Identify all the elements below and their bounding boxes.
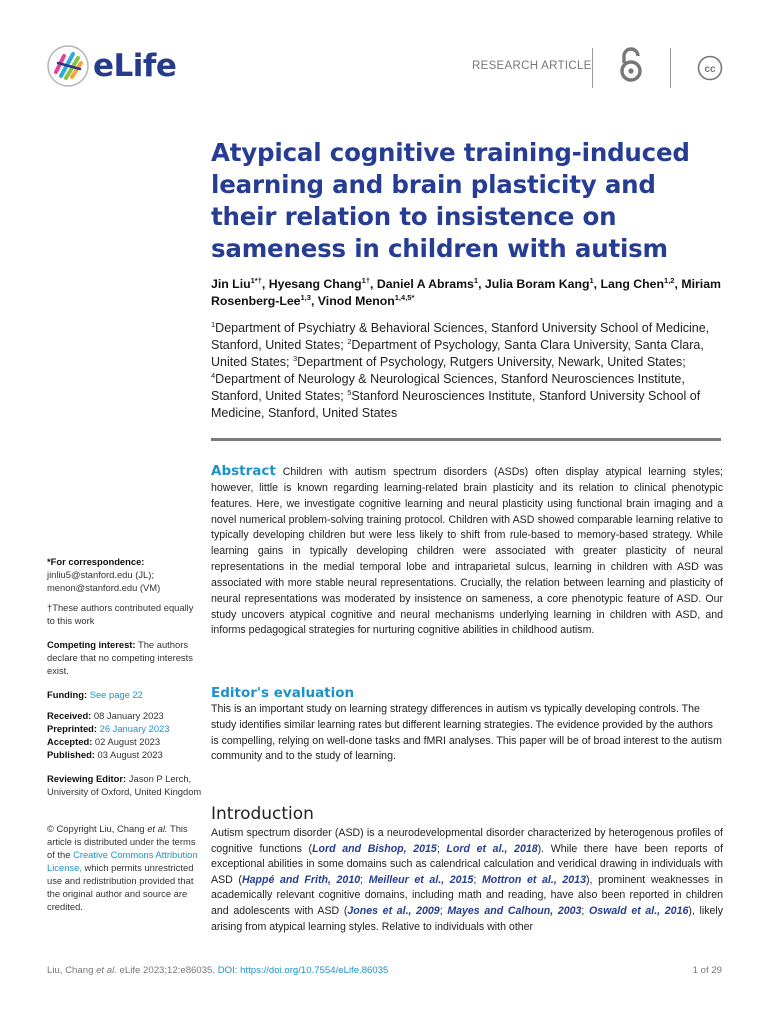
introduction-segment: Autism spectrum disorder (ASD) is a neurodevelopmental disorder characterized by heterogenous profiles of cognitive functions ( bbox=[211, 827, 723, 855]
abstract bbox=[211, 464, 723, 639]
affiliation-number: 1 bbox=[211, 319, 216, 329]
author-name: Lang Chen bbox=[600, 277, 665, 291]
license-link[interactable]: Creative Commons Attribution License, bbox=[47, 849, 198, 873]
author-affiliation-marker: 1 bbox=[473, 275, 479, 285]
introduction-segment: ; bbox=[473, 873, 482, 886]
citation-link[interactable]: Oswald et al., 2016 bbox=[589, 904, 689, 917]
affiliation-text: Department of Psychology, Santa Clara University, Santa Clara, United States; bbox=[211, 338, 704, 369]
page-number: 1 of 29 bbox=[692, 965, 722, 976]
header-divider bbox=[670, 48, 671, 88]
author-name: Julia Boram Kang bbox=[484, 277, 590, 291]
footer-citation-etal: et al. bbox=[96, 965, 117, 976]
citation-link[interactable]: Lord et al., 2018 bbox=[446, 842, 538, 855]
copyright-pre: © Copyright Liu, Chang bbox=[47, 823, 148, 834]
citation-link[interactable]: Happé and Frith, 2010 bbox=[241, 873, 361, 886]
correspondence-emails[interactable]: jinliu5@stanford.edu (JL); menon@stanford.edu (VM) bbox=[47, 569, 161, 593]
affiliation-number: 3 bbox=[293, 353, 298, 363]
affiliation-text: Department of Neurology & Neurological Sciences, Stanford Neurosciences Institute, Stanford, United States; bbox=[211, 372, 685, 403]
section-rule bbox=[211, 438, 721, 441]
author-affiliation-marker: 1,2 bbox=[664, 275, 675, 285]
accepted-label: Accepted: bbox=[47, 736, 93, 747]
creative-commons-icon[interactable] bbox=[697, 55, 723, 81]
correspondence bbox=[47, 555, 202, 594]
abstract-text: Children with autism spectrum disorders (ASDs) often display atypical learning styles; however, little is known regarding learning-related brain plasticity and its relation to clinical phenotypic features. Here, we investigate cognitive learning and neural plasticity using functional brain imaging and a novel numerical problem-solving training protocol. Children with ASD showed comparable learning relative to typically developing children but were less likely to shift from rule-based to memory-based strategy. While learning gains in typically developing children were associated with greater plasticity of neural representations in the medial temporal lobe and intraparietal sulcus, learning in children with ASD was associated with more stable neural representations. Crucially, the relation between learning and plasticity of neural representations was moderated by insistence on sameness, a core phenotypic feature of ASD. Our study uncovers atypical cognitive and neural mechanisms underlying learning in children with ASD, and informs pedagogical strategies for nurturing cognitive abilities in childhood autism. bbox=[211, 466, 723, 637]
received-label: Received: bbox=[47, 710, 92, 721]
funding-label: Funding: bbox=[47, 689, 88, 700]
editors-evaluation-heading: Editor's evaluation bbox=[211, 685, 355, 701]
funding-link[interactable]: See page 22 bbox=[89, 689, 143, 700]
correspondence-label: *For correspondence: bbox=[47, 556, 145, 567]
editors-evaluation-text: This is an important study on learning strategy differences in autism vs typically developing controls. The study identifies similar learning rates but different learning strategies. The evidence provided by the authors is compelling, relying on well-done tasks and fMRI analyses. This paper will be of broad interest to the autism community and to the study of learning. bbox=[211, 703, 722, 763]
introduction-segment: ; bbox=[436, 842, 447, 855]
author-affiliation-marker: 1*† bbox=[250, 275, 262, 285]
introduction-heading: Introduction bbox=[211, 804, 314, 824]
affiliation-text: Department of Psychology, Rutgers University, Newark, United States; bbox=[297, 355, 686, 369]
citation-link[interactable]: Meilleur et al., 2015 bbox=[368, 873, 474, 886]
affiliation-number: 4 bbox=[211, 370, 216, 380]
elife-logo-text: eLife bbox=[93, 48, 177, 84]
elife-logo[interactable] bbox=[47, 45, 176, 87]
introduction-segment: ), prominent weaknesses in academically relevant cognitive domains, including math and reading, have also been reported in children and adolescents with ASD ( bbox=[211, 873, 723, 917]
introduction-segment: ). While there have been reports of exceptional abilities in some domains such as calendrical calculation and veridical drawing in individuals with ASD ( bbox=[211, 842, 724, 886]
author-name: Jin Liu bbox=[211, 277, 251, 291]
footer-citation bbox=[47, 965, 388, 976]
introduction-segment: ; bbox=[581, 904, 589, 917]
introduction-segment: ), likely arising from atypical learning styles. Relative to individuals with other bbox=[211, 904, 724, 933]
article-type: RESEARCH ARTICLE bbox=[472, 60, 592, 72]
received-date: 08 January 2023 bbox=[91, 710, 164, 721]
author-name: Vinod Menon bbox=[317, 294, 395, 308]
author-name: Daniel A Abrams bbox=[376, 277, 474, 291]
affiliations bbox=[211, 320, 723, 422]
competing-interest-label: Competing interest: bbox=[47, 639, 136, 650]
author-affiliation-marker: 1,3 bbox=[300, 292, 311, 302]
doi-link[interactable]: DOI: https://doi.org/10.7554/eLife.86035 bbox=[217, 965, 389, 976]
reviewing-editor bbox=[47, 772, 202, 798]
footer-citation-post: eLife 2023;12:e86035. bbox=[116, 965, 218, 976]
abstract-heading: Abstract bbox=[211, 463, 276, 479]
article-title: Atypical cognitive training-induced learning and brain plasticity and their relation to insistence on sameness in children with autism bbox=[211, 138, 690, 263]
competing-interest bbox=[47, 638, 202, 677]
preprinted-link[interactable]: 26 January 2023 bbox=[99, 723, 170, 734]
citation-link[interactable]: Mayes and Calhoun, 2003 bbox=[447, 904, 582, 917]
author-affiliation-marker: 1† bbox=[361, 275, 371, 285]
introduction-segment: ; bbox=[360, 873, 369, 886]
author-affiliation-marker: 1 bbox=[589, 275, 594, 285]
elife-logo-icon bbox=[47, 45, 89, 87]
published-label: Published: bbox=[47, 749, 95, 760]
equal-contribution-note: †These authors contributed equally to this work bbox=[47, 602, 194, 626]
copyright-mid: This article is distributed under the terms of the bbox=[47, 823, 196, 860]
preprinted-label: Preprinted: bbox=[47, 723, 98, 734]
introduction-segment: ; bbox=[439, 904, 448, 917]
affiliation-text: Department of Psychiatry & Behavioral Sciences, Stanford University School of Medicine, Stanford, United States; bbox=[211, 321, 710, 352]
funding bbox=[47, 688, 202, 701]
reviewing-editor-label: Reviewing Editor: bbox=[47, 773, 127, 784]
affiliation-number: 5 bbox=[347, 387, 352, 397]
open-access-lock-icon bbox=[618, 47, 644, 83]
copyright bbox=[47, 822, 202, 913]
published-date: 03 August 2023 bbox=[94, 749, 163, 760]
author-name: Miriam Rosenberg-Lee bbox=[211, 277, 721, 308]
citation-link[interactable]: Mottron et al., 2013 bbox=[481, 873, 586, 886]
accepted-date: 02 August 2023 bbox=[92, 736, 161, 747]
cc-label: cc bbox=[704, 64, 716, 75]
footer-citation-pre: Liu, Chang bbox=[47, 965, 97, 976]
affiliation-number: 2 bbox=[347, 336, 352, 346]
author-name: Hyesang Chang bbox=[268, 277, 362, 291]
reviewing-editor-name: Jason P Lerch, University of Oxford, United Kingdom bbox=[47, 773, 202, 797]
dates bbox=[47, 709, 202, 761]
header-divider bbox=[592, 48, 593, 88]
copyright-post: which permits unrestricted use and redistribution provided that the original author and source are credited. bbox=[47, 862, 194, 912]
citation-link[interactable]: Jones et al., 2009 bbox=[347, 904, 440, 917]
copyright-etal: et al. bbox=[147, 823, 168, 834]
affiliation-text: Stanford Neurosciences Institute, Stanford University School of Medicine, Stanford, United States bbox=[211, 389, 701, 420]
author-affiliation-marker: 1,4,5* bbox=[394, 292, 415, 302]
introduction-text bbox=[211, 826, 723, 935]
competing-interest-text: The authors declare that no competing interests exist. bbox=[47, 639, 193, 676]
author-list: Jin Liu$^{1*\dagger}$, Hyesang Chang$^{1\dagger}$, Daniel A Abrams$^1$, Julia Boram Kang$^1$, Lang Chen$^{1,2}$, Miriam Rosenberg-Lee$^{1,3}$, Vinod Menon$^{1,4,5*}$ bbox=[211, 275, 721, 308]
citation-link[interactable]: Lord and Bishop, 2015 bbox=[312, 842, 437, 855]
